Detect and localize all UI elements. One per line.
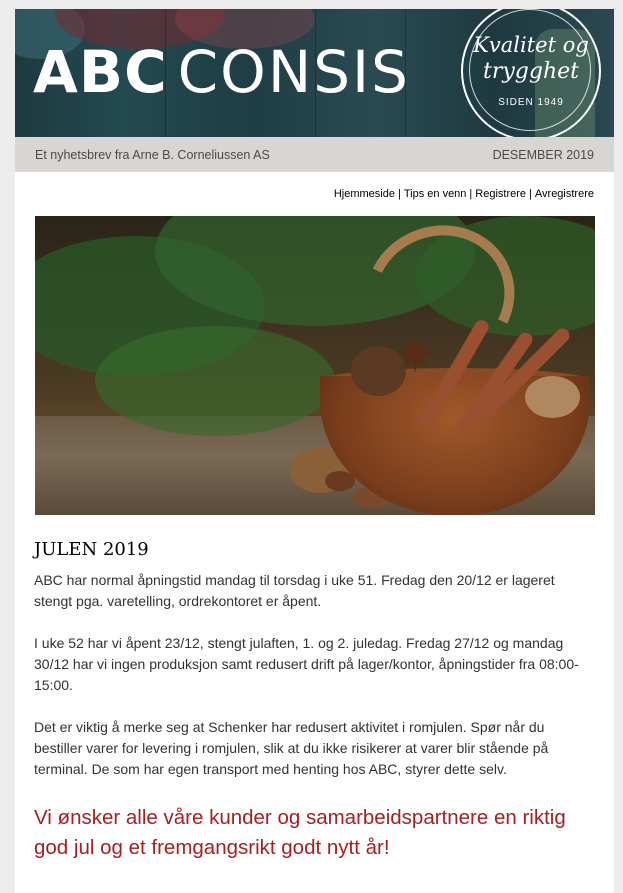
article-title: JULEN 2019 — [34, 539, 149, 560]
link-separator: | — [469, 188, 473, 200]
link-registrere[interactable]: Registrere — [475, 188, 527, 200]
brand-logo[interactable] — [33, 37, 410, 107]
hero-nutmeg — [525, 376, 580, 418]
article-paragraph-3: Det er viktig å merke seg at Schenker har redusert aktivitet i romjulen. Spør når du bestiller varer for levering i romjulen, slik at du ikke risikerer at varer blir stående på terminal. De som har egen transport med henting hos ABC, styrer dette selv. — [34, 719, 549, 777]
link-separator: | — [529, 188, 532, 200]
newsletter-container — [15, 9, 614, 893]
newsletter-sender: Et nyhetsbrev fra Arne B. Corneliussen AS — [35, 148, 270, 162]
newsletter-date: DESEMBER 2019 — [492, 148, 594, 162]
link-separator: | — [397, 188, 401, 200]
header-banner — [15, 9, 614, 137]
top-links — [334, 188, 594, 200]
hero-star-anise: ✷ — [395, 328, 436, 384]
hero-fir-branch — [95, 326, 335, 436]
hero-image — [35, 216, 595, 515]
article-paragraph-2: I uke 52 har vi åpent 23/12, stengt julaften, 1. og 2. juledag. Fredag 27/12 og mandag 30/12 har vi ingen produksjon samt redusert drift på lager/kontor, åpningstider fra 08:00-15:00. — [34, 635, 579, 693]
brand-abc: ABC — [33, 38, 168, 106]
christmas-greeting: Vi ønsker alle våre kunder og samarbeidspartnere en riktig god jul og et fremgangsrikt godt nytt år! — [34, 806, 566, 859]
quality-badge — [461, 9, 601, 137]
badge-line1: Kvalitet og — [473, 33, 589, 57]
link-hjemmeside[interactable]: Hjemmeside — [333, 188, 395, 200]
subheader-bar — [15, 137, 614, 172]
article-paragraph-1: ABC har normal åpningstid mandag til torsdag i uke 51. Fredag den 20/12 er lageret stengt pga. varetelling, ordrekontoret er åpent. — [34, 572, 555, 609]
badge-line2: trygghet — [483, 59, 579, 84]
link-avregistrere[interactable]: Avregistrere — [534, 188, 594, 200]
badge-line3: SIDEN 1949 — [498, 97, 564, 108]
brand-consis: CONSIS — [177, 38, 410, 106]
link-tips-en-venn[interactable]: Tips en venn — [403, 188, 467, 200]
